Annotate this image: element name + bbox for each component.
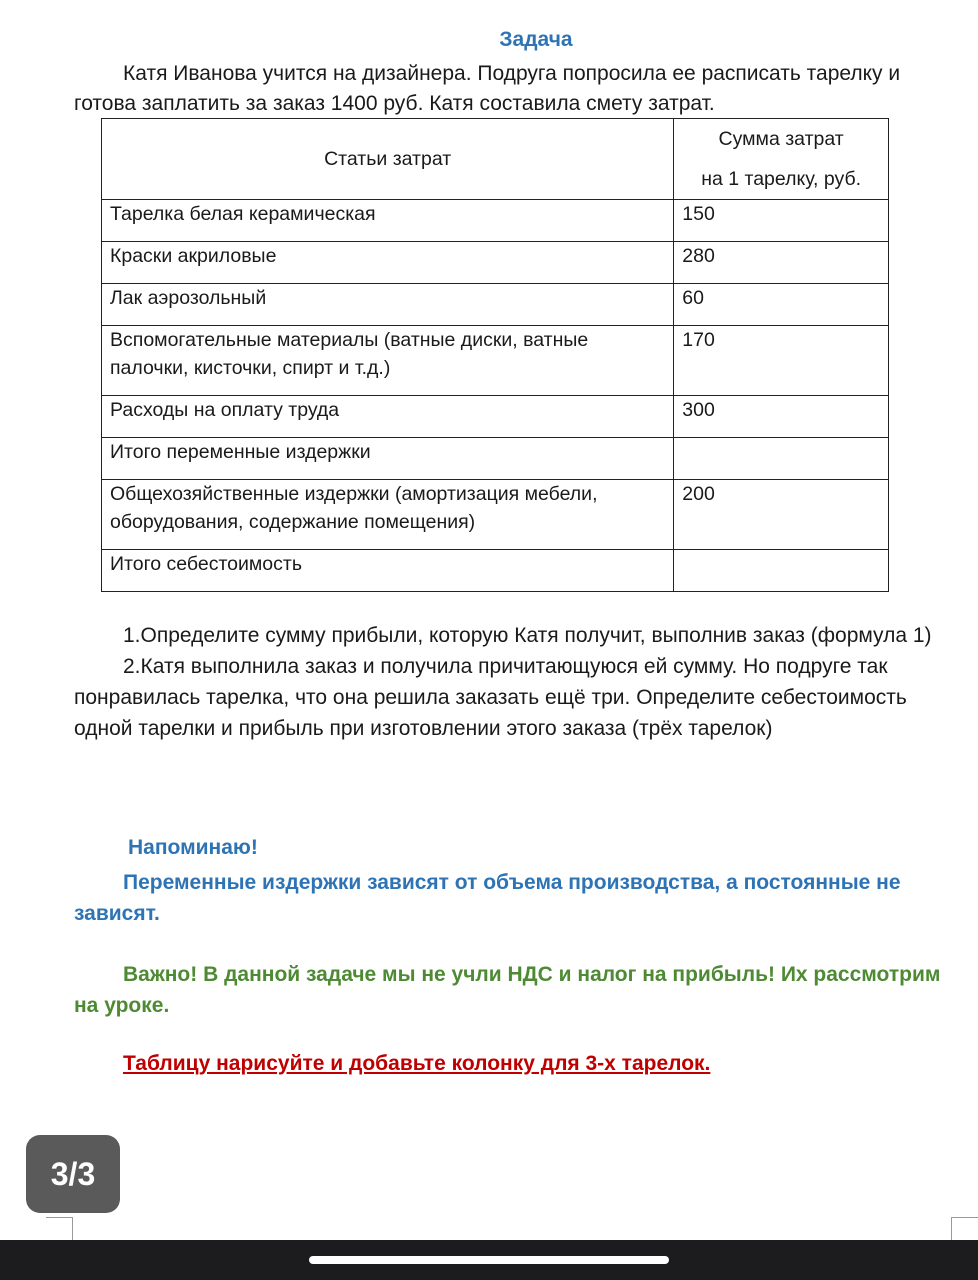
row-value: 200 [674, 480, 889, 550]
reminder-text: Переменные издержки зависят от объема производства, а постоянные не зависят. [74, 871, 901, 925]
row-value: 60 [674, 284, 889, 326]
table-row [102, 242, 889, 284]
row-name: Тарелка белая керамическая [102, 200, 674, 242]
row-name: Общехозяйственные издержки (амортизация мебели, оборудования, содержание помещения) [102, 480, 674, 550]
system-navigation-bar [0, 1240, 978, 1280]
row-name: Краски акриловые [102, 242, 674, 284]
row-name: Итого себестоимость [102, 550, 674, 592]
page-corner-right [951, 1217, 978, 1241]
row-name: Вспомогательные материалы (ватные диски, ватные палочки, кисточки, спирт и т.д.) [102, 326, 674, 396]
instruction-note: Таблицу нарисуйте и добавьте колонку для 3-х тарелок. [123, 1052, 711, 1075]
table-header-row [102, 119, 889, 200]
header-cost-sum-line2: на 1 тарелку, руб. [701, 168, 862, 190]
header-cost-sum [674, 119, 889, 200]
task-list [74, 620, 944, 744]
row-name: Лак аэрозольный [102, 284, 674, 326]
important-note: Важно! В данной задаче мы не учли НДС и налог на прибыль! Их рассмотрим на уроке. [74, 963, 941, 1017]
row-value [674, 438, 889, 480]
cost-table [101, 118, 889, 592]
document-title: Задача [499, 28, 573, 51]
task-2: 2.Катя выполнила заказ и получила причитающуюся ей сумму. Но подруге так понравилась тарелка, что она решила заказать ещё три. Определите себестоимость одной тарелки и прибыль при изготовлении этого заказа (трёх тарелок) [74, 655, 907, 740]
table-row [102, 396, 889, 438]
task-1: 1.Определите сумму прибыли, которую Катя получит, выполнив заказ (формула 1) [123, 624, 932, 647]
row-value: 280 [674, 242, 889, 284]
row-value: 150 [674, 200, 889, 242]
table-row [102, 200, 889, 242]
home-indicator[interactable] [309, 1256, 669, 1264]
reminder-heading: Напоминаю! [128, 836, 258, 859]
table-row [102, 326, 889, 396]
table-row [102, 438, 889, 480]
row-name: Итого переменные издержки [102, 438, 674, 480]
page-indicator-badge[interactable]: 3/3 [26, 1135, 120, 1213]
intro-paragraph: Катя Иванова учится на дизайнера. Подруга попросила ее расписать тарелку и готова заплатить за заказ 1400 руб. Катя составила смету затрат. [74, 62, 901, 115]
row-value: 300 [674, 396, 889, 438]
table-row [102, 480, 889, 550]
table-row [102, 284, 889, 326]
row-value: 170 [674, 326, 889, 396]
row-name: Расходы на оплату труда [102, 396, 674, 438]
header-cost-items: Статьи затрат [102, 119, 674, 200]
header-cost-sum-line1: Сумма затрат [718, 128, 844, 150]
row-value [674, 550, 889, 592]
table-row [102, 550, 889, 592]
page-corner-left [46, 1217, 73, 1241]
